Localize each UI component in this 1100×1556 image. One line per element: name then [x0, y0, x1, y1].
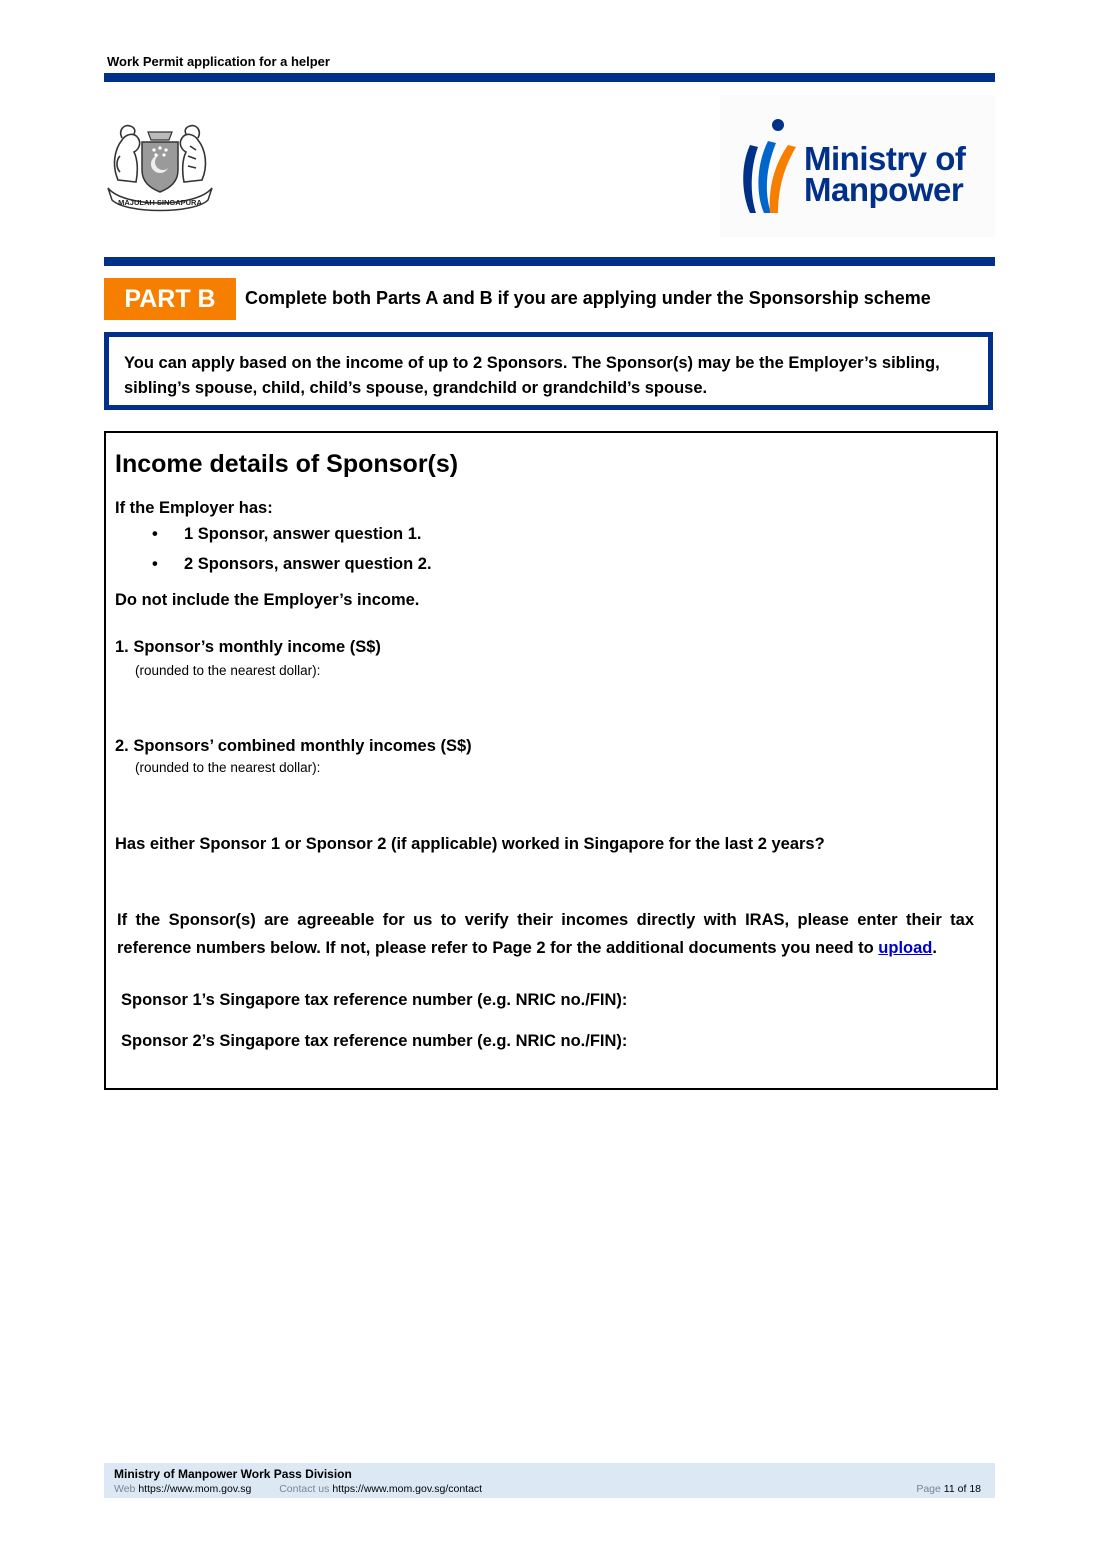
bullet-dot: •: [152, 555, 158, 573]
section-rule: [104, 257, 995, 266]
bullet-item-1: 1 Sponsor, answer question 1.: [184, 525, 422, 543]
singapore-crest-logo: [104, 116, 216, 216]
sponsor-note-box: [104, 332, 993, 410]
q3-label: Has either Sponsor 1 or Sponsor 2 (if applicable) worked in Singapore for the last 2 years?: [115, 835, 825, 853]
mom-swoosh-icon: [738, 117, 800, 217]
page-current: 11: [943, 1483, 955, 1495]
document-title: Work Permit application for a helper: [107, 54, 330, 69]
contact-label: Contact us: [279, 1483, 330, 1495]
iras-text-end: .: [932, 939, 937, 957]
page-label: Page: [916, 1483, 941, 1495]
mom-logo: [720, 95, 995, 237]
q1-label: 1. Sponsor’s monthly income (S$): [115, 638, 381, 656]
page-footer: [104, 1463, 995, 1498]
iras-consent-text: [117, 906, 974, 962]
employer-intro: If the Employer has:: [115, 499, 273, 517]
exclude-note: Do not include the Employer’s income.: [115, 591, 420, 609]
logo-line-2: Manpower: [804, 171, 964, 208]
web-label: Web: [114, 1483, 136, 1495]
page-total: 18: [969, 1483, 981, 1495]
sponsor1-tax-label: Sponsor 1’s Singapore tax reference number (e.g. NRIC no./FIN):: [121, 991, 628, 1009]
contact-url[interactable]: https://www.mom.gov.sg/contact: [332, 1483, 483, 1495]
bullet-item-2: 2 Sponsors, answer question 2.: [184, 555, 432, 573]
sponsor2-tax-label: Sponsor 2’s Singapore tax reference number (e.g. NRIC no./FIN):: [121, 1032, 628, 1050]
page-number: [916, 1483, 981, 1495]
mom-logo-text: [804, 140, 966, 208]
header-rule: [104, 73, 995, 82]
bullet-dot: •: [152, 525, 158, 543]
logo-line-1: Ministry of: [804, 140, 966, 177]
q2-hint: (rounded to the nearest dollar):: [135, 760, 321, 775]
footer-links: [114, 1483, 482, 1495]
q2-label: 2. Sponsors’ combined monthly incomes (S$): [115, 737, 472, 755]
iras-text: If the Sponsor(s) are agreeable for us to verify their incomes directly with IRAS, please enter their tax reference numbers below. If not, please refer to Page 2 for the additional documents you need to: [117, 911, 974, 957]
upload-link[interactable]: upload: [878, 939, 933, 957]
footer-division: Ministry of Manpower Work Pass Division: [114, 1467, 352, 1481]
section-title: Income details of Sponsor(s): [115, 450, 459, 478]
page-of: of: [957, 1483, 967, 1495]
q1-hint: (rounded to the nearest dollar):: [135, 663, 321, 678]
part-badge: PART B: [104, 278, 236, 320]
part-description: Complete both Parts A and B if you are applying under the Sponsorship scheme: [245, 288, 931, 308]
sponsor-note-text: You can apply based on the income of up to 2 Sponsors. The Sponsor(s) may be the Employer’s sibling, sibling’s spouse, child, child’s spouse, grandchild or grandchild’s spouse.: [124, 354, 940, 397]
crest-motto: MAJULAH SINGAPURA: [118, 198, 202, 207]
web-url[interactable]: https://www.mom.gov.sg: [138, 1483, 252, 1495]
